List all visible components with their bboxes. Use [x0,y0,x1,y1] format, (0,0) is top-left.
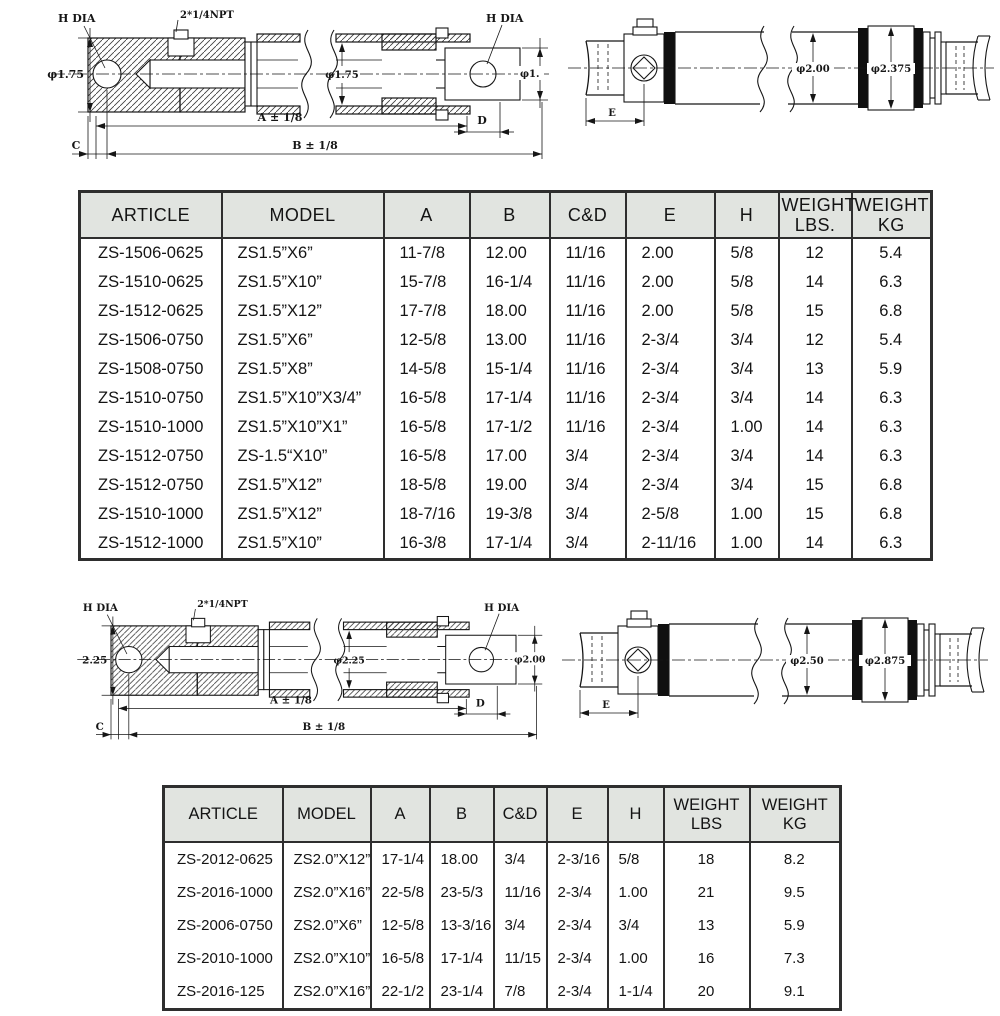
table-cell: ZS-1512-0750 [80,471,222,500]
table-cell: 16-1/4 [470,268,550,297]
dim-e-label: E [602,700,610,711]
table-cell: ZS1.5”X12” [222,471,384,500]
table-cell: ZS1.5”X10”X3/4” [222,384,384,413]
table-cell: 16-5/8 [384,384,470,413]
table-cell: 2-3/4 [626,442,715,471]
table-cell: 2-3/4 [547,942,608,975]
table-cell: 16-5/8 [384,442,470,471]
table-cell: 17-1/4 [470,529,550,560]
table-cell: 17-1/4 [371,842,430,876]
dim-a-label: A ± 1/8 [257,111,303,124]
table-cell: 16-3/8 [384,529,470,560]
column-header: WEIGHT LBS [664,787,750,843]
spec-table-2 [162,785,842,1011]
table-cell: ZS-1512-1000 [80,529,222,560]
table-cell: 2-3/4 [547,876,608,909]
table-cell: ZS1.5”X12” [222,500,384,529]
table-cell: 21 [664,876,750,909]
header-row [164,787,841,843]
rod-end-dia-label: φ1. [520,69,540,80]
table-cell: 11-7/8 [384,238,470,268]
table-cell: 7/8 [494,975,547,1010]
table-cell: 3/4 [550,529,626,560]
bore-dia-label: φ1.75 [47,68,84,81]
table-cell: 14 [779,413,852,442]
table-row [80,529,932,560]
table-cell: 17-1/2 [470,413,550,442]
table-row [80,384,932,413]
table-cell: 17-1/4 [470,384,550,413]
cylinder-body-group [580,611,984,704]
table-cell: 15 [779,500,852,529]
gland-dia-label: φ2.375 [870,64,912,75]
table-cell: 12-5/8 [384,326,470,355]
column-header: H [715,192,779,239]
h-dia-right-label: H DIA [484,601,520,614]
table-cell: 13 [664,909,750,942]
table-cell: 11/16 [550,238,626,268]
table-cell: 2.00 [626,297,715,326]
table-row [164,909,841,942]
table-cell: 17-7/8 [384,297,470,326]
table-cell: ZS-1510-1000 [80,500,222,529]
table-row [80,413,932,442]
table-cell: 1-1/4 [608,975,664,1010]
table-cell: 2-3/4 [626,384,715,413]
column-header: ARTICLE [164,787,283,843]
table-cell: 6.8 [852,500,932,529]
table-row [80,238,932,268]
table-cell: 11/16 [494,876,547,909]
table-row [80,268,932,297]
table-cell: ZS-2006-0750 [164,909,283,942]
table-cell: ZS2.0”X12” [283,842,371,876]
table-cell: 13 [779,355,852,384]
table-row [80,500,932,529]
table-cell: 2-3/4 [547,975,608,1010]
dim-b-label: B ± 1/8 [302,720,346,733]
cylinder-body-group [586,19,990,112]
table-cell: 6.3 [852,442,932,471]
table-cell: 14 [779,384,852,413]
side-view-drawing-2 [560,600,990,728]
table-row [80,326,932,355]
table-cell: 14-5/8 [384,355,470,384]
table-cell: 14 [779,268,852,297]
column-header: A [371,787,430,843]
table-cell: 5.9 [750,909,841,942]
table-cell: 16-5/8 [384,413,470,442]
table-cell: ZS-1506-0750 [80,326,222,355]
table-cell: 14 [779,442,852,471]
cross-section-drawing-2 [56,594,556,744]
table-cell: 13.00 [470,326,550,355]
column-header: B [470,192,550,239]
dim-a-label: A ± 1/8 [270,694,312,707]
table-cell: ZS-1508-0750 [80,355,222,384]
side-view-drawing-1 [566,8,996,136]
table-cell: 16-5/8 [371,942,430,975]
table-cell: 15-1/4 [470,355,550,384]
column-header: A [384,192,470,239]
table-cell: 15 [779,297,852,326]
table-cell: 3/4 [550,500,626,529]
table-cell: 23-5/3 [430,876,494,909]
column-header: MODEL [283,787,371,843]
column-header: H [608,787,664,843]
table-cell: 17-1/4 [430,942,494,975]
dim-c-label: C [71,139,81,152]
table-row [164,842,841,876]
table-cell: 3/4 [550,442,626,471]
table-cell: ZS-1512-0750 [80,442,222,471]
table-cell: ZS2.0”X16” [283,876,371,909]
table-cell: 2-3/16 [547,842,608,876]
table-cell: 9.5 [750,876,841,909]
h-dia-left-label: H DIA [58,12,96,25]
cross-section-drawing-1 [30,4,562,164]
table-cell: ZS-1510-0750 [80,384,222,413]
dim-d-label: D [477,114,487,127]
column-header: WEIGHT LBS. [779,192,852,239]
table-cell: 6.8 [852,471,932,500]
table-cell: 5.9 [852,355,932,384]
table-cell: 6.3 [852,268,932,297]
table-cell: 6.3 [852,413,932,442]
table-cell: 5.4 [852,326,932,355]
port-label: 2*1/4NPT [197,599,248,611]
table-cell: ZS1.5”X8” [222,355,384,384]
table-cell: 22-1/2 [371,975,430,1010]
table-cell: ZS-1506-0625 [80,238,222,268]
column-header: E [626,192,715,239]
table-cell: 3/4 [715,471,779,500]
table-cell: 14 [779,529,852,560]
table-cell: ZS-2016-125 [164,975,283,1010]
table-cell: 1.00 [608,876,664,909]
table-cell: 5/8 [715,268,779,297]
table-cell: 2-3/4 [626,413,715,442]
tube-dia-label: φ1.75 [325,70,359,81]
table-cell: 16 [664,942,750,975]
table-cell: 11/16 [550,355,626,384]
spec-table-1 [78,190,933,561]
table-cell: ZS1.5”X10”X1” [222,413,384,442]
table-cell: 20 [664,975,750,1010]
table-cell: 2-3/4 [547,909,608,942]
body-dia-label: φ2.00 [796,64,830,75]
table-cell: 5.4 [852,238,932,268]
table-cell: 23-1/4 [430,975,494,1010]
table-cell: 2.00 [626,268,715,297]
table-cell: 3/4 [715,442,779,471]
table-cell: ZS-2016-1000 [164,876,283,909]
h-dia-right-label: H DIA [486,12,524,25]
table-cell: 12 [779,238,852,268]
table-cell: 5/8 [715,238,779,268]
dim-c-label: C [95,720,104,733]
table-cell: 7.3 [750,942,841,975]
table-cell: 3/4 [608,909,664,942]
h-dia-left-label: H DIA [82,601,118,614]
body-dia-label: φ2.50 [790,656,824,667]
table-cell: 19.00 [470,471,550,500]
table-cell: 6.3 [852,529,932,560]
table-cell: 3/4 [715,355,779,384]
table-cell: 3/4 [494,842,547,876]
table-cell: ZS2.0”X6” [283,909,371,942]
table-cell: 15 [779,471,852,500]
table-cell: 3/4 [494,909,547,942]
table-row [80,442,932,471]
table-cell: ZS-1512-0625 [80,297,222,326]
table-cell: 18-5/8 [384,471,470,500]
table-cell: 2-3/4 [626,326,715,355]
table-cell: 3/4 [550,471,626,500]
table-cell: 1.00 [715,413,779,442]
table-cell: 18.00 [470,297,550,326]
dim-b-label: B ± 1/8 [292,139,338,152]
tube-dia-label: φ2.25 [333,655,365,667]
table-cell: 11/16 [550,413,626,442]
table-cell: 11/16 [550,268,626,297]
table-cell: 17.00 [470,442,550,471]
bore-dia-label: 2.25 [82,654,108,667]
table-cell: 1.00 [608,942,664,975]
table-cell: 1.00 [715,500,779,529]
table-row [164,975,841,1010]
column-header: WEIGHT KG [750,787,841,843]
table-cell: 15-7/8 [384,268,470,297]
table-cell: ZS1.5”X12” [222,297,384,326]
table-cell: ZS-2010-1000 [164,942,283,975]
table-cell: 18.00 [430,842,494,876]
table-cell: 13-3/16 [430,909,494,942]
table-cell: 12.00 [470,238,550,268]
table-cell: 2.00 [626,238,715,268]
table-cell: ZS-2012-0625 [164,842,283,876]
table-cell: 12-5/8 [371,909,430,942]
column-header: WEIGHT KG [852,192,932,239]
port-label: 2*1/4NPT [180,10,234,21]
table-cell: 18 [664,842,750,876]
table-cell: 11/15 [494,942,547,975]
table-cell: 11/16 [550,384,626,413]
column-header: B [430,787,494,843]
table-cell: ZS1.5”X6” [222,238,384,268]
table-cell: 18-7/16 [384,500,470,529]
table-cell: ZS-1.5“X10” [222,442,384,471]
table-cell: 11/16 [550,297,626,326]
table-cell: 5/8 [608,842,664,876]
column-header: ARTICLE [80,192,222,239]
dim-d-label: D [475,697,485,710]
table-cell: 2-5/8 [626,500,715,529]
column-header: E [547,787,608,843]
table-cell: ZS2.0”X10” [283,942,371,975]
table-cell: 3/4 [715,326,779,355]
table-cell: ZS-1510-0625 [80,268,222,297]
table-row [164,942,841,975]
table-cell: 2-3/4 [626,471,715,500]
column-header: C&D [550,192,626,239]
table-cell: 22-5/8 [371,876,430,909]
table-row [80,355,932,384]
table-row [164,876,841,909]
table-cell: 6.3 [852,384,932,413]
table-cell: 11/16 [550,326,626,355]
column-header: MODEL [222,192,384,239]
dim-e-label: E [608,108,616,119]
table-cell: 12 [779,326,852,355]
table-cell: 6.8 [852,297,932,326]
table-cell: ZS-1510-1000 [80,413,222,442]
table-row [80,297,932,326]
table-cell: 19-3/8 [470,500,550,529]
table-cell: 9.1 [750,975,841,1010]
table-cell: 1.00 [715,529,779,560]
table-cell: 2-3/4 [626,355,715,384]
table-cell: ZS1.5”X6” [222,326,384,355]
header-row [80,192,932,239]
table-row [80,471,932,500]
table-cell: ZS1.5”X10” [222,529,384,560]
gland-dia-label: φ2.875 [864,656,906,667]
table-cell: 3/4 [715,384,779,413]
rod-end-dia-label: φ2.00 [514,654,546,666]
table-cell: 5/8 [715,297,779,326]
table-cell: 2-11/16 [626,529,715,560]
column-header: C&D [494,787,547,843]
table-cell: 8.2 [750,842,841,876]
table-cell: ZS1.5”X10” [222,268,384,297]
table-cell: ZS2.0”X16” [283,975,371,1010]
